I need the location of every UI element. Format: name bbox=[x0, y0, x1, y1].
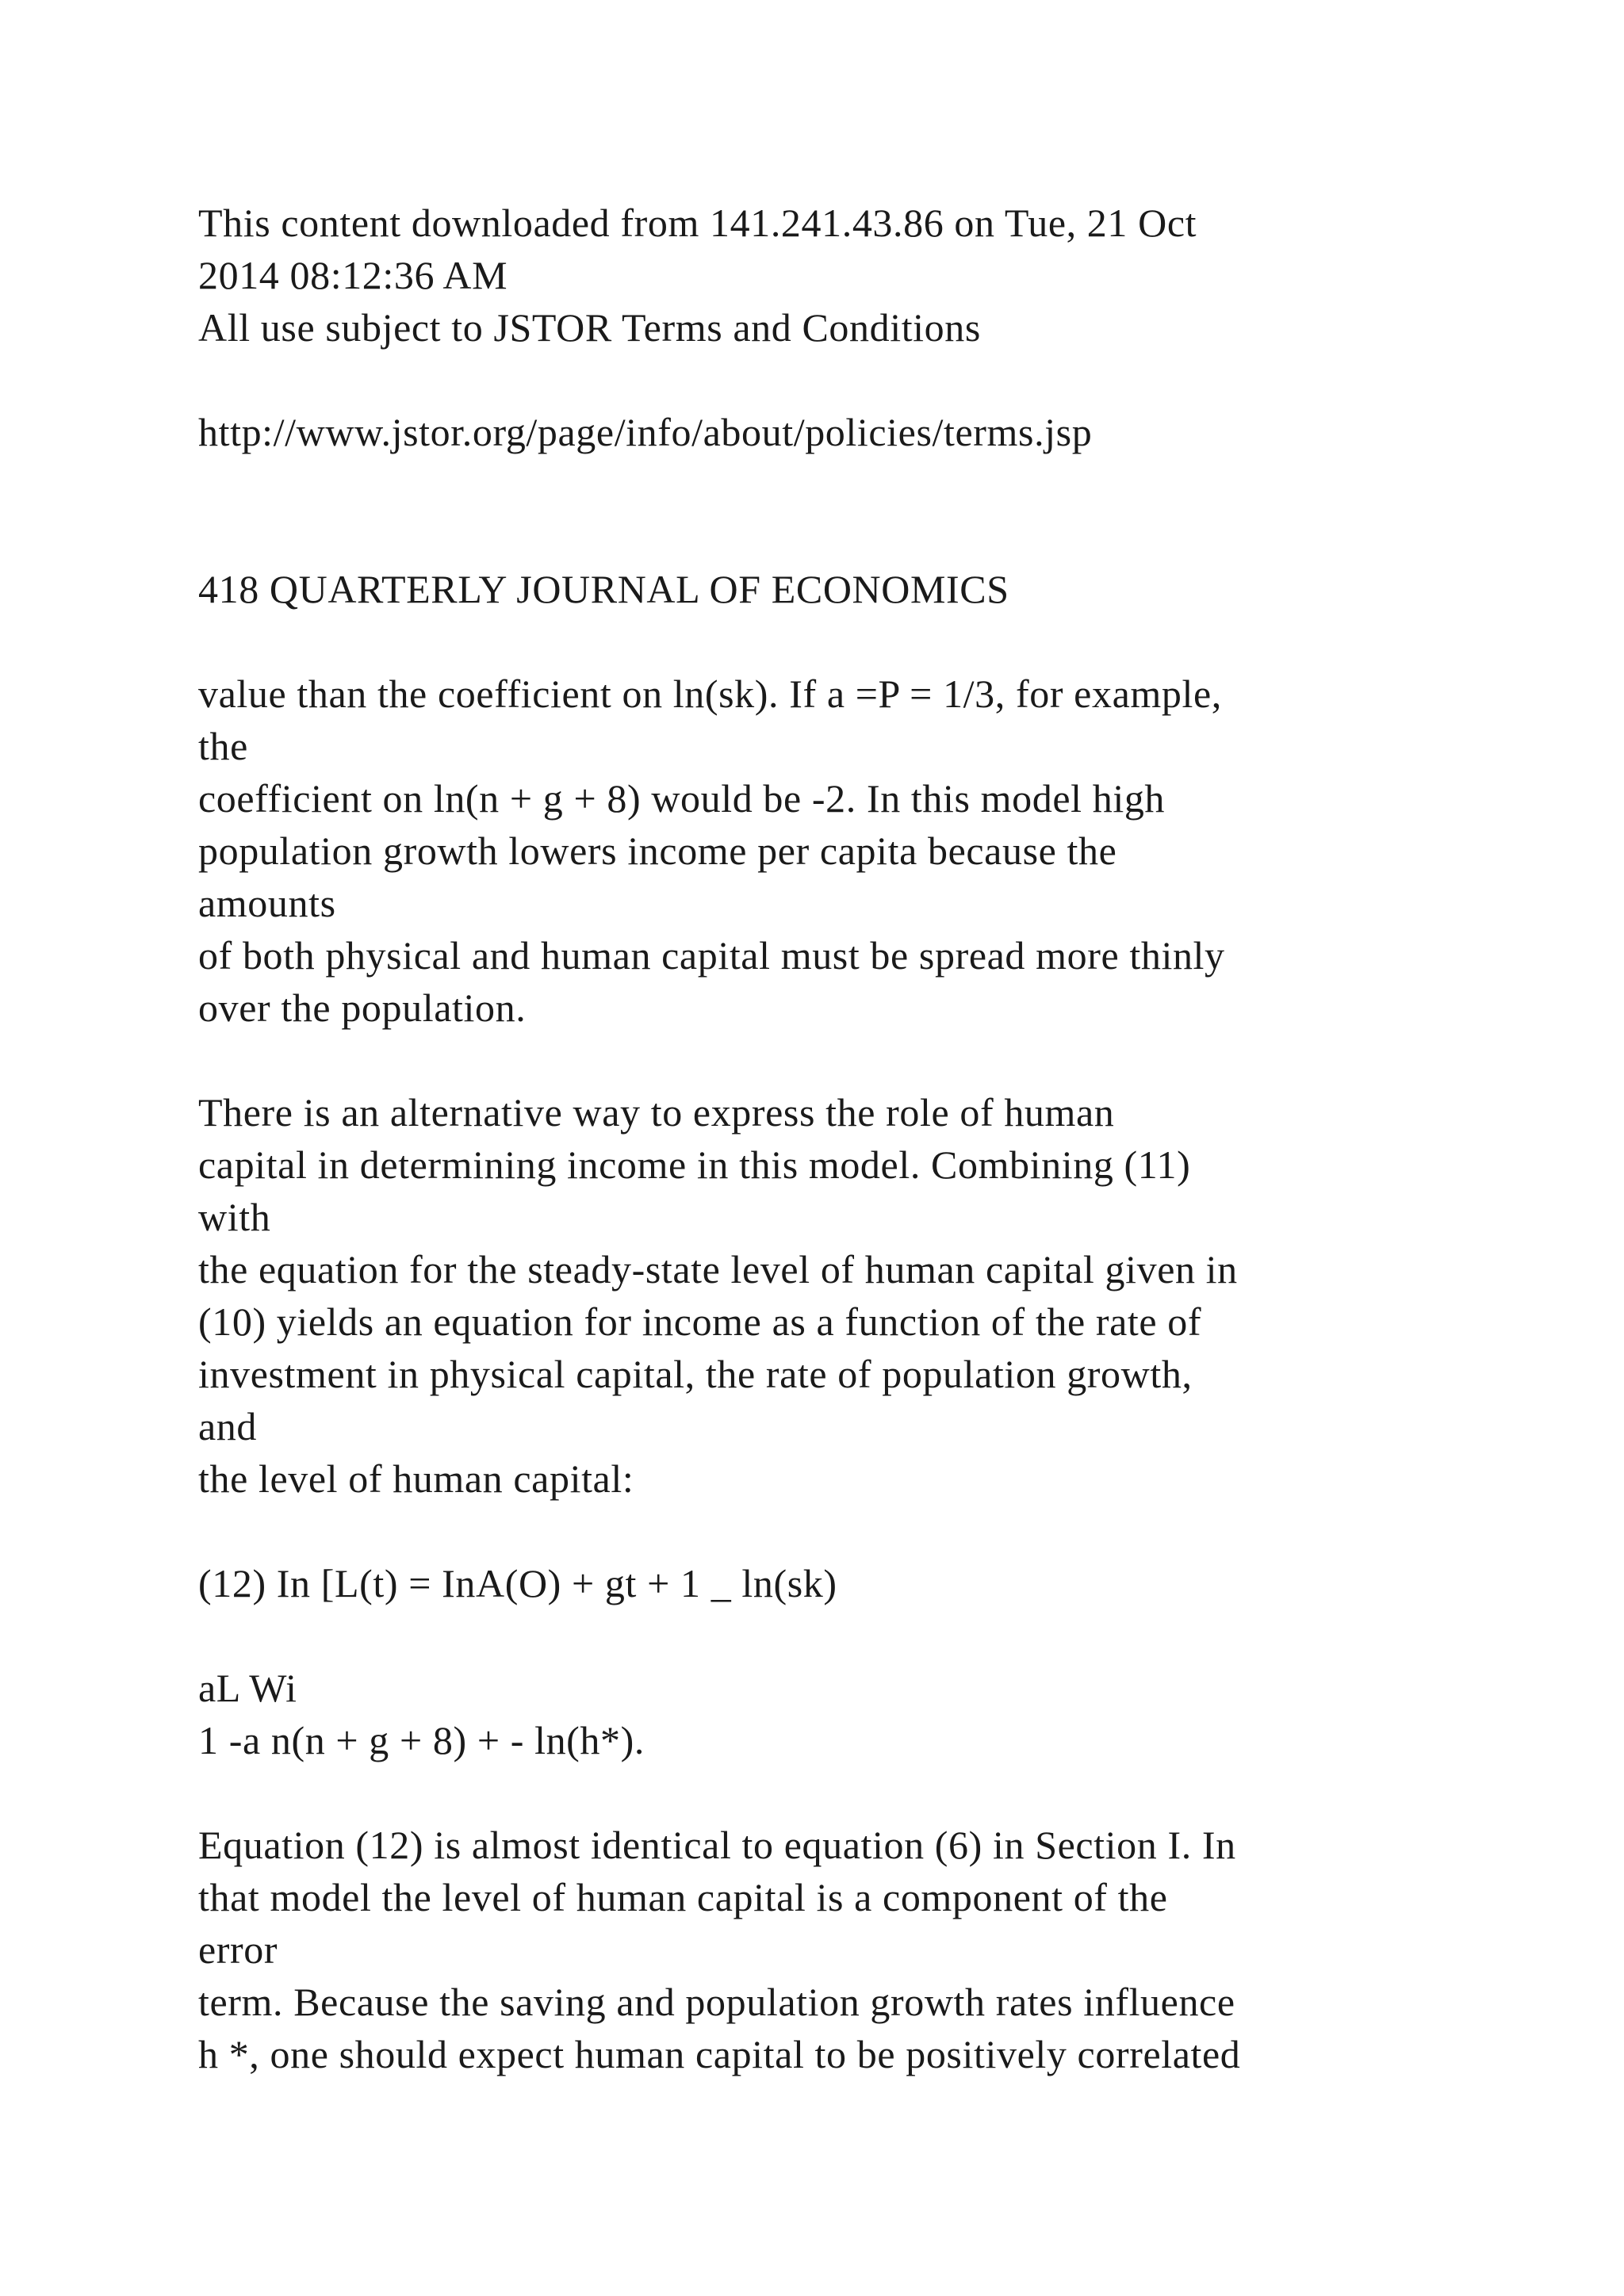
paragraph-line: (10) yields an equation for income as a function of the rate of bbox=[198, 1299, 1202, 1344]
paragraph-line: over the population. bbox=[198, 985, 527, 1030]
paragraph-line: capital in determining income in this model. Combining (11) bbox=[198, 1142, 1191, 1187]
download-notice-line-1: This content downloaded from 141.241.43.86 on Tue, 21 Oct bbox=[198, 201, 1197, 245]
paragraph-line: population growth lowers income per capita because the bbox=[198, 828, 1117, 873]
paragraph-line: error bbox=[198, 1927, 278, 1972]
paragraph-line: and bbox=[198, 1404, 257, 1448]
spacer bbox=[198, 1766, 1546, 1819]
terms-notice: All use subject to JSTOR Terms and Conditions bbox=[198, 305, 981, 350]
paragraph-line: the equation for the steady-state level of human capital given in bbox=[198, 1247, 1238, 1292]
spacer bbox=[198, 354, 1546, 406]
paragraph-line: amounts bbox=[198, 881, 336, 925]
paragraph-line: Equation (12) is almost identical to equation (6) in Section I. In bbox=[198, 1823, 1236, 1867]
paragraph-line: with bbox=[198, 1195, 271, 1239]
paragraph-3 bbox=[198, 1819, 1546, 2080]
paragraph-1 bbox=[198, 668, 1546, 1034]
paragraph-line: of both physical and human capital must be spread more thinly bbox=[198, 933, 1225, 978]
document-text bbox=[198, 197, 1546, 2080]
spacer bbox=[198, 1609, 1546, 1662]
spacer bbox=[198, 615, 1546, 668]
paragraph-line: h *, one should expect human capital to be positively correlated bbox=[198, 2032, 1241, 2076]
spacer bbox=[198, 1034, 1546, 1086]
paragraph-line: There is an alternative way to express the role of human bbox=[198, 1090, 1115, 1135]
paragraph-line: investment in physical capital, the rate of population growth, bbox=[198, 1352, 1193, 1396]
spacer bbox=[198, 1505, 1546, 1557]
paragraph-line: that model the level of human capital is a component of the bbox=[198, 1875, 1168, 1919]
running-head: 418 QUARTERLY JOURNAL OF ECONOMICS bbox=[198, 567, 1009, 611]
equation-line: (12) In [L(t) = InA(O) + gt + 1 _ ln(sk) bbox=[198, 1561, 837, 1605]
paragraph-line: the bbox=[198, 724, 248, 768]
paragraph-line: value than the coefficient on ln(sk). If a =P = 1/3, for example, bbox=[198, 672, 1222, 716]
spacer bbox=[198, 458, 1546, 563]
paragraph-line: coefficient on ln(n + g + 8) would be -2. In this model high bbox=[198, 776, 1166, 821]
terms-url-link[interactable]: http://www.jstor.org/page/info/about/policies/terms.jsp bbox=[198, 410, 1093, 454]
paragraph-2 bbox=[198, 1086, 1546, 1505]
download-notice-line-2: 2014 08:12:36 AM bbox=[198, 253, 508, 297]
paragraph-line: term. Because the saving and population growth rates influence bbox=[198, 1980, 1235, 2024]
equation-line: aL Wi bbox=[198, 1666, 297, 1710]
equation-line: 1 -a n(n + g + 8) + - ln(h*). bbox=[198, 1718, 645, 1762]
equation-12 bbox=[198, 1557, 1546, 1766]
paragraph-line: the level of human capital: bbox=[198, 1456, 634, 1501]
